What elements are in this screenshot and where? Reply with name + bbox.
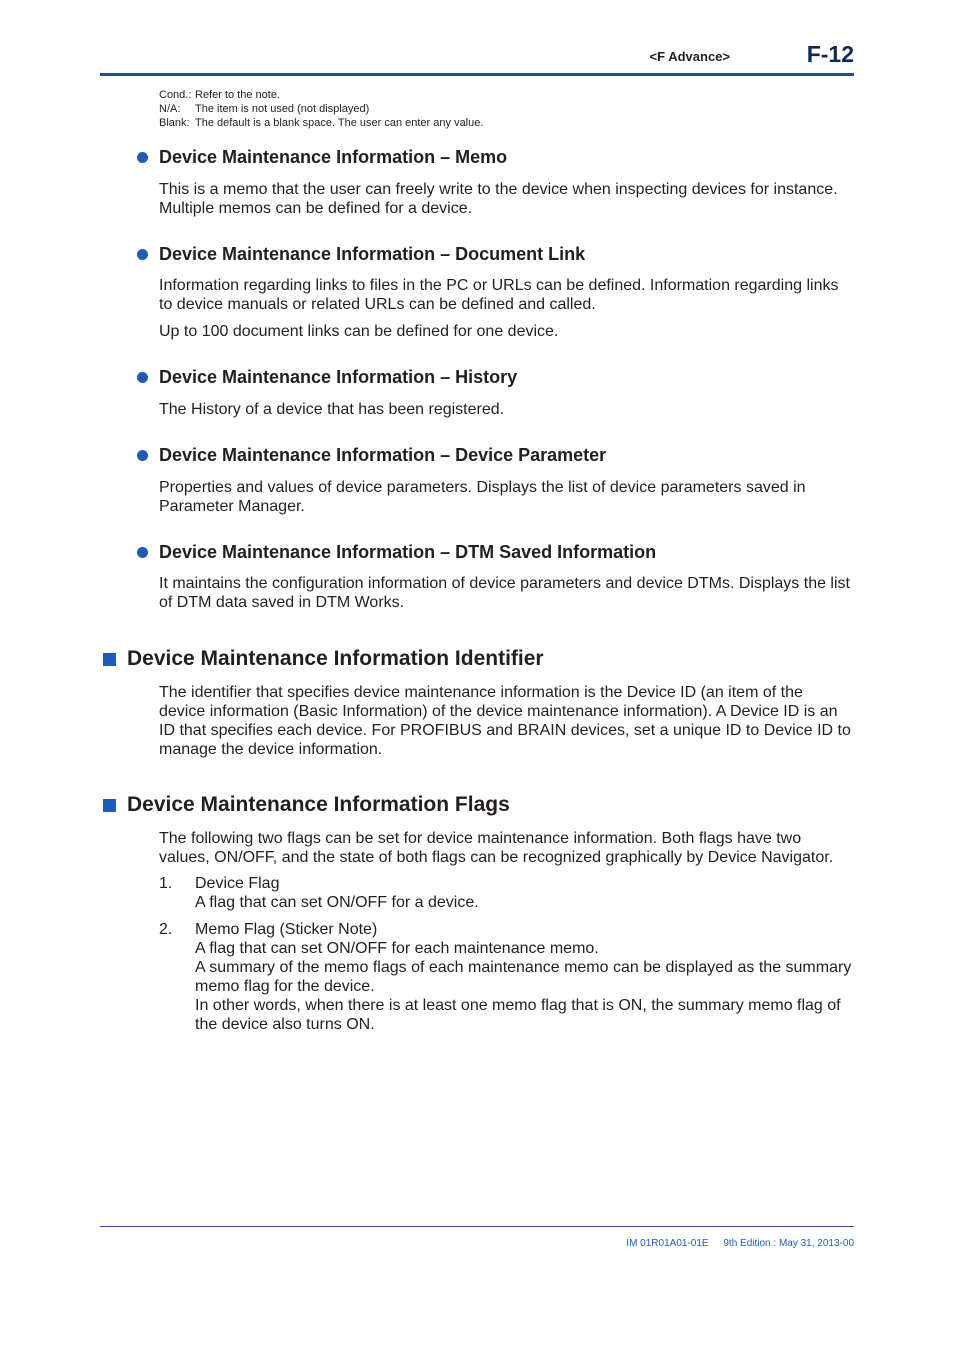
- identifier-heading: [103, 647, 544, 671]
- note-row: [159, 88, 483, 102]
- edition-info: 9th Edition : May 31, 2013-00: [723, 1238, 854, 1249]
- bullet-dot-icon: [137, 450, 148, 461]
- list-number: 1.: [159, 875, 173, 892]
- list-body: [195, 920, 853, 1034]
- note-text: The default is a blank space. The user can enter any value.: [195, 117, 484, 129]
- history-heading: [137, 367, 517, 388]
- list-line: A flag that can set ON/OFF for each maintenance memo.: [195, 940, 599, 957]
- bullet-dot-icon: [137, 547, 148, 558]
- devparam-paragraph: Properties and values of device parameters. Displays the list of device parameters saved in Parameter Manager.: [159, 479, 806, 515]
- note-key: N/A:: [159, 103, 181, 115]
- footer-rule: [100, 1226, 854, 1227]
- memo-heading: [137, 147, 507, 168]
- dtm-heading: [137, 542, 656, 563]
- note-key: Cond.:: [159, 89, 192, 101]
- history-paragraph: The History of a device that has been registered.: [159, 401, 505, 418]
- list-number: 2.: [159, 921, 173, 938]
- note-row: [159, 102, 483, 116]
- devparam-heading-text: Device Maintenance Information – Device Parameter: [159, 445, 607, 465]
- note-row: [159, 116, 483, 130]
- list-body: [195, 874, 853, 912]
- memo-heading-text: Device Maintenance Information – Memo: [159, 147, 508, 167]
- list-title: Memo Flag (Sticker Note): [195, 921, 378, 938]
- flags-heading-text: Device Maintenance Information Flags: [127, 793, 510, 816]
- list-line: A flag that can set ON/OFF for a device.: [195, 894, 479, 911]
- doclink-heading-text: Device Maintenance Information – Document Link: [159, 244, 586, 264]
- list-title: Device Flag: [195, 875, 280, 892]
- list-item: [159, 920, 853, 1034]
- flags-heading: [103, 793, 510, 817]
- table-notes: [159, 88, 483, 130]
- note-key: Blank:: [159, 117, 190, 129]
- list-line: A summary of the memo flags of each maintenance memo can be displayed as the summary memo flag for the device.: [195, 959, 852, 995]
- bullet-dot-icon: [137, 372, 148, 383]
- identifier-paragraph: The identifier that specifies device maintenance information is the Device ID (an item of the device information (Basic Information) of the device maintenance information). A Device ID is an ID that specifies each device. For PROFIBUS and BRAIN devices, set a unique ID to Device ID to manage the device information.: [159, 684, 851, 758]
- bullet-dot-icon: [137, 249, 148, 260]
- dtm-paragraph: It maintains the configuration information of device parameters and device DTMs. Displays the list of DTM data saved in DTM Works.: [159, 575, 850, 611]
- page-header: [100, 40, 854, 76]
- bullet-square-icon: [103, 653, 116, 666]
- section-label: <F Advance>: [649, 49, 730, 64]
- list-item: [159, 874, 853, 912]
- devparam-heading: [137, 445, 606, 466]
- identifier-heading-text: Device Maintenance Information Identifier: [127, 647, 544, 670]
- dtm-heading-text: Device Maintenance Information – DTM Saved Information: [159, 542, 657, 562]
- doclink-paragraph-2: Up to 100 document links can be defined for one device.: [159, 323, 559, 340]
- list-line: In other words, when there is at least one memo flag that is ON, the summary memo flag of the device also turns ON.: [195, 997, 841, 1033]
- doclink-paragraph-1: Information regarding links to files in the PC or URLs can be defined. Information regarding links to device manuals or related URLs can be defined and called.: [159, 277, 839, 313]
- header-rule: [100, 73, 854, 76]
- page-number: F-12: [806, 41, 854, 67]
- flags-paragraph: The following two flags can be set for device maintenance information. Both flags have two values, ON/OFF, and the state of both flags can be recognized graphically by Device Navigator.: [159, 830, 834, 866]
- page-footer: [614, 1238, 854, 1249]
- note-text: Refer to the note.: [195, 89, 280, 101]
- memo-paragraph: This is a memo that the user can freely write to the device when inspecting devices for instance. Multiple memos can be defined for a device.: [159, 181, 838, 217]
- bullet-dot-icon: [137, 152, 148, 163]
- note-text: The item is not used (not displayed): [195, 103, 370, 115]
- doclink-heading: [137, 244, 585, 265]
- bullet-square-icon: [103, 799, 116, 812]
- history-heading-text: Device Maintenance Information – History: [159, 367, 518, 387]
- document-id: IM 01R01A01-01E: [626, 1238, 709, 1249]
